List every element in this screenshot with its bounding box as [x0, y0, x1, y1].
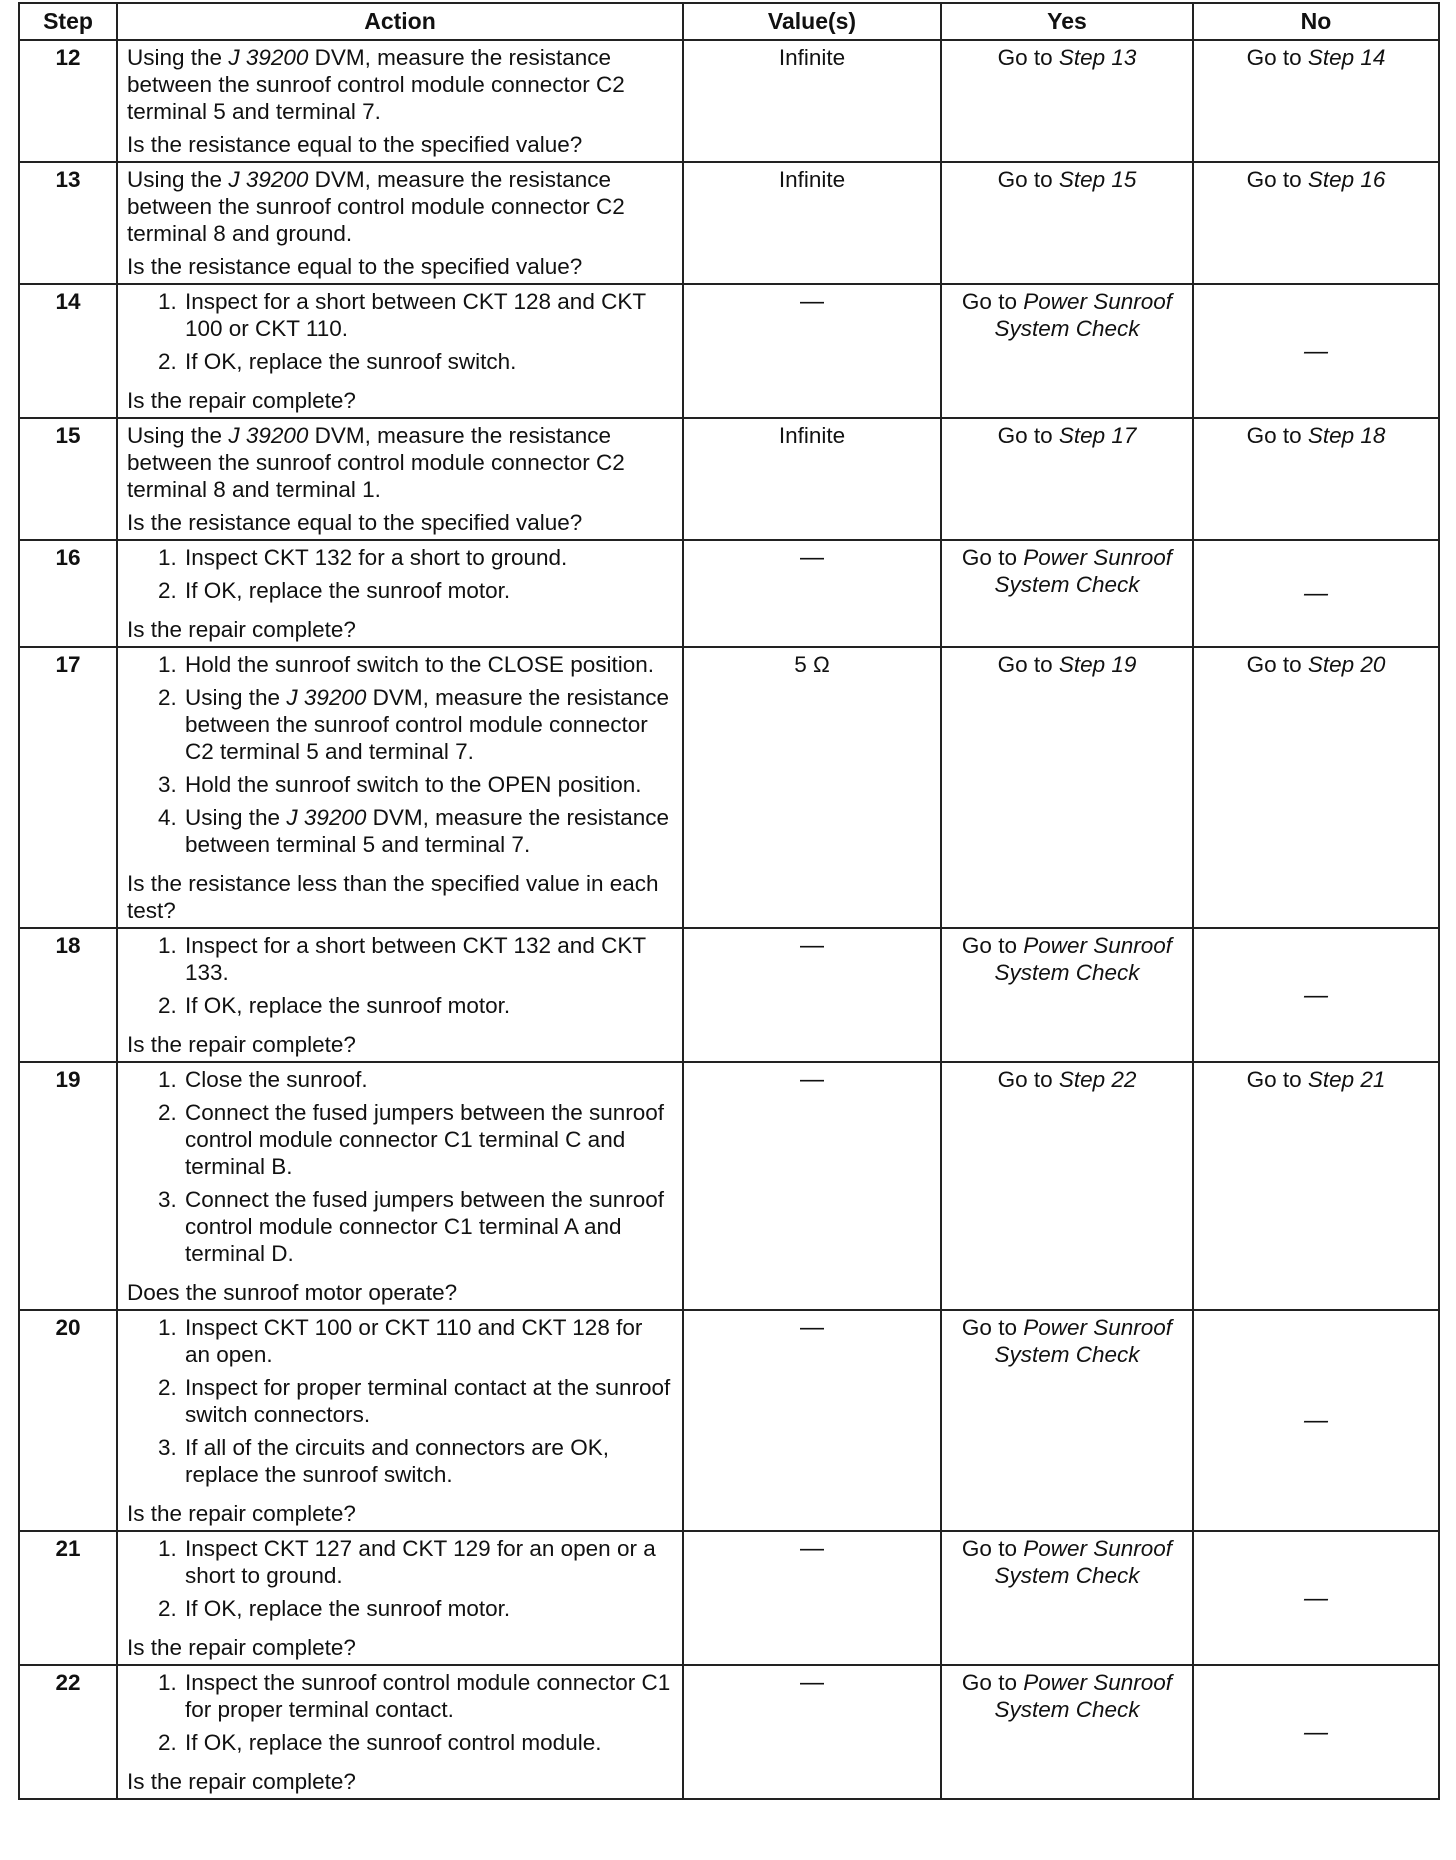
- yes-italic: Power Sunroof System Check: [994, 1670, 1173, 1722]
- yes-italic: Step 15: [1058, 167, 1137, 192]
- action-steps-list: [127, 544, 673, 610]
- yes-cell: [941, 284, 1193, 418]
- no-italic: Step 16: [1307, 167, 1386, 192]
- yes-text: Go to: [997, 423, 1059, 448]
- action-cell: [117, 928, 683, 1062]
- action-content: [127, 1535, 673, 1661]
- list-item: 2. If OK, replace the sunroof switch.: [183, 348, 673, 375]
- table-row: [19, 40, 1439, 162]
- step-cell: 19: [19, 1062, 117, 1310]
- action-italic: J 39200: [228, 167, 309, 192]
- yes-text: Go to: [997, 1067, 1059, 1092]
- action-content: [127, 422, 673, 536]
- value-cell: —: [683, 1310, 941, 1531]
- table-row: [19, 284, 1439, 418]
- no-cell: [1193, 1310, 1439, 1531]
- no-text: Go to: [1246, 423, 1308, 448]
- value-cell: —: [683, 928, 941, 1062]
- yes-cell: [941, 40, 1193, 162]
- item-text: Using the: [185, 685, 287, 710]
- no-italic: —: [1304, 1584, 1328, 1612]
- value-cell: —: [683, 1062, 941, 1310]
- value-cell: —: [683, 284, 941, 418]
- action-text: Using the: [127, 423, 229, 448]
- action-question: Is the repair complete?: [127, 1501, 356, 1526]
- yes-text: Go to: [961, 1315, 1024, 1340]
- yes-text: Go to: [997, 652, 1059, 677]
- value-cell: —: [683, 1665, 941, 1799]
- action-content: [127, 1669, 673, 1795]
- action-cell: [117, 1531, 683, 1665]
- yes-italic: Power Sunroof System Check: [994, 1315, 1173, 1367]
- action-text: DVM, measure the resistance between the sunroof control module connector C2 terminal 8 and terminal 1.: [127, 423, 625, 502]
- step-cell: 14: [19, 284, 117, 418]
- yes-text: Go to: [961, 1670, 1024, 1695]
- step-cell: 15: [19, 418, 117, 540]
- list-item: 2. If OK, replace the sunroof motor.: [183, 992, 673, 1019]
- yes-text: Go to: [997, 45, 1059, 70]
- no-text: Go to: [1246, 167, 1308, 192]
- diagnostic-table: [18, 2, 1440, 1800]
- list-item: 1. Inspect for a short between CKT 128 and CKT 100 or CKT 110.: [183, 288, 673, 342]
- no-italic: —: [1304, 1407, 1328, 1434]
- action-text: DVM, measure the resistance between the sunroof control module connector C2 terminal 5 and terminal 7.: [127, 45, 625, 124]
- list-item: 2. Inspect for proper terminal contact at the sunroof switch connectors.: [183, 1374, 673, 1428]
- header-step: Step: [19, 3, 117, 40]
- step-cell: 22: [19, 1665, 117, 1799]
- value-cell: —: [683, 1531, 941, 1665]
- yes-italic: Power Sunroof System Check: [994, 289, 1173, 341]
- yes-italic: Power Sunroof System Check: [994, 545, 1173, 597]
- yes-cell: [941, 540, 1193, 647]
- list-item: 3. Hold the sunroof switch to the OPEN position.: [183, 771, 673, 798]
- list-item: 2. If OK, replace the sunroof motor.: [183, 577, 673, 604]
- item-italic: J 39200: [286, 685, 367, 710]
- list-item: [183, 684, 673, 765]
- action-question: Is the repair complete?: [127, 1769, 356, 1794]
- list-item: 1. Inspect for a short between CKT 132 and CKT 133.: [183, 932, 673, 986]
- table-row: [19, 1062, 1439, 1310]
- step-cell: 12: [19, 40, 117, 162]
- table-row: [19, 418, 1439, 540]
- yes-cell: [941, 1062, 1193, 1310]
- no-italic: —: [1304, 337, 1328, 365]
- list-item: 3. If all of the circuits and connectors are OK, replace the sunroof switch.: [183, 1434, 673, 1488]
- no-text: Go to: [1246, 1067, 1308, 1092]
- list-item: [183, 804, 673, 858]
- list-item: 3. Connect the fused jumpers between the sunroof control module connector C1 terminal A and terminal D.: [183, 1186, 673, 1267]
- action-steps-list: [127, 1669, 673, 1762]
- action-content: [127, 288, 673, 414]
- item-text: DVM, measure the resistance between the sunroof control module connector C2 terminal 5 and terminal 7.: [185, 685, 670, 764]
- action-cell: [117, 647, 683, 928]
- no-cell: [1193, 40, 1439, 162]
- no-cell: [1193, 1665, 1439, 1799]
- step-cell: 17: [19, 647, 117, 928]
- action-steps-list: [127, 651, 673, 864]
- table-row: [19, 1310, 1439, 1531]
- table-row: [19, 928, 1439, 1062]
- action-question: Is the resistance equal to the specified value?: [127, 132, 583, 157]
- yes-italic: Step 19: [1058, 652, 1137, 677]
- header-action: Action: [117, 3, 683, 40]
- step-cell: 18: [19, 928, 117, 1062]
- yes-cell: [941, 647, 1193, 928]
- table-row: [19, 1665, 1439, 1799]
- action-italic: J 39200: [228, 45, 309, 70]
- action-question: Is the resistance equal to the specified value?: [127, 510, 583, 535]
- list-item: 1. Inspect CKT 127 and CKT 129 for an open or a short to ground.: [183, 1535, 673, 1589]
- table-body: [19, 40, 1439, 1799]
- action-steps-list: [127, 1314, 673, 1494]
- list-item: 1. Inspect CKT 100 or CKT 110 and CKT 128 for an open.: [183, 1314, 673, 1368]
- no-cell: [1193, 647, 1439, 928]
- step-cell: 21: [19, 1531, 117, 1665]
- table-row: [19, 540, 1439, 647]
- yes-text: Go to: [961, 289, 1024, 314]
- action-question: Is the repair complete?: [127, 388, 356, 413]
- yes-text: Go to: [997, 167, 1059, 192]
- no-text: Go to: [1246, 45, 1308, 70]
- no-italic: Step 21: [1307, 1067, 1386, 1092]
- no-cell: [1193, 540, 1439, 647]
- yes-italic: Power Sunroof System Check: [994, 1536, 1173, 1588]
- action-cell: [117, 540, 683, 647]
- no-italic: —: [1304, 580, 1328, 607]
- table-row: [19, 647, 1439, 928]
- no-cell: [1193, 284, 1439, 418]
- list-item: 1. Close the sunroof.: [183, 1066, 673, 1093]
- action-cell: [117, 40, 683, 162]
- action-content: [127, 1314, 673, 1527]
- action-content: [127, 44, 673, 158]
- yes-cell: [941, 1310, 1193, 1531]
- no-italic: —: [1304, 1718, 1328, 1746]
- value-cell: —: [683, 540, 941, 647]
- action-text: [127, 422, 673, 503]
- action-cell: [117, 1062, 683, 1310]
- action-cell: [117, 1665, 683, 1799]
- list-item: 1. Inspect CKT 132 for a short to ground.: [183, 544, 673, 571]
- action-steps-list: [127, 932, 673, 1025]
- no-italic: Step 14: [1307, 45, 1386, 70]
- no-italic: —: [1304, 981, 1328, 1009]
- yes-italic: Step 22: [1058, 1067, 1137, 1092]
- list-item: 1. Hold the sunroof switch to the CLOSE position.: [183, 651, 673, 678]
- action-question: Is the repair complete?: [127, 617, 356, 642]
- action-text: DVM, measure the resistance between the sunroof control module connector C2 terminal 8 and ground.: [127, 167, 625, 246]
- no-cell: [1193, 1531, 1439, 1665]
- value-cell: 5 Ω: [683, 647, 941, 928]
- action-question: Is the repair complete?: [127, 1635, 356, 1660]
- list-item: 2. If OK, replace the sunroof control module.: [183, 1729, 673, 1756]
- yes-text: Go to: [961, 545, 1024, 570]
- action-content: [127, 932, 673, 1058]
- no-cell: [1193, 928, 1439, 1062]
- action-text: [127, 166, 673, 247]
- header-row: [19, 3, 1439, 40]
- action-cell: [117, 1310, 683, 1531]
- action-steps-list: [127, 288, 673, 381]
- list-item: 2. Connect the fused jumpers between the sunroof control module connector C1 terminal C and terminal B.: [183, 1099, 673, 1180]
- yes-text: Go to: [961, 933, 1024, 958]
- header-yes: Yes: [941, 3, 1193, 40]
- table-row: [19, 1531, 1439, 1665]
- value-cell: Infinite: [683, 162, 941, 284]
- item-text: Using the: [185, 805, 287, 830]
- action-cell: [117, 284, 683, 418]
- action-content: [127, 544, 673, 643]
- step-cell: 13: [19, 162, 117, 284]
- action-content: [127, 1066, 673, 1306]
- yes-italic: Step 17: [1058, 423, 1137, 448]
- no-italic: Step 20: [1307, 652, 1386, 677]
- action-content: [127, 651, 673, 924]
- list-item: 2. If OK, replace the sunroof motor.: [183, 1595, 673, 1622]
- action-italic: J 39200: [228, 423, 309, 448]
- no-italic: Step 18: [1307, 423, 1386, 448]
- yes-cell: [941, 928, 1193, 1062]
- header-no: No: [1193, 3, 1439, 40]
- value-cell: Infinite: [683, 40, 941, 162]
- table-row: [19, 162, 1439, 284]
- yes-cell: [941, 162, 1193, 284]
- yes-cell: [941, 418, 1193, 540]
- header-values: Value(s): [683, 3, 941, 40]
- action-text: Using the: [127, 45, 229, 70]
- action-text: [127, 44, 673, 125]
- action-cell: [117, 162, 683, 284]
- yes-italic: Step 13: [1058, 45, 1137, 70]
- action-steps-list: [127, 1066, 673, 1273]
- action-question: Is the repair complete?: [127, 1032, 356, 1057]
- item-italic: J 39200: [286, 805, 367, 830]
- yes-text: Go to: [961, 1536, 1024, 1561]
- step-cell: 20: [19, 1310, 117, 1531]
- no-text: Go to: [1246, 652, 1308, 677]
- list-item: 1. Inspect the sunroof control module connector C1 for proper terminal contact.: [183, 1669, 673, 1723]
- no-cell: [1193, 1062, 1439, 1310]
- action-steps-list: [127, 1535, 673, 1628]
- yes-cell: [941, 1531, 1193, 1665]
- action-question: Does the sunroof motor operate?: [127, 1280, 458, 1305]
- no-cell: [1193, 162, 1439, 284]
- item-text: DVM, measure the resistance between terminal 5 and terminal 7.: [185, 805, 670, 857]
- yes-italic: Power Sunroof System Check: [994, 933, 1173, 985]
- action-question: Is the resistance less than the specified value in each test?: [127, 871, 659, 923]
- action-cell: [117, 418, 683, 540]
- action-content: [127, 166, 673, 280]
- yes-cell: [941, 1665, 1193, 1799]
- action-question: Is the resistance equal to the specified value?: [127, 254, 583, 279]
- step-cell: 16: [19, 540, 117, 647]
- action-text: Using the: [127, 167, 229, 192]
- value-cell: Infinite: [683, 418, 941, 540]
- no-cell: [1193, 418, 1439, 540]
